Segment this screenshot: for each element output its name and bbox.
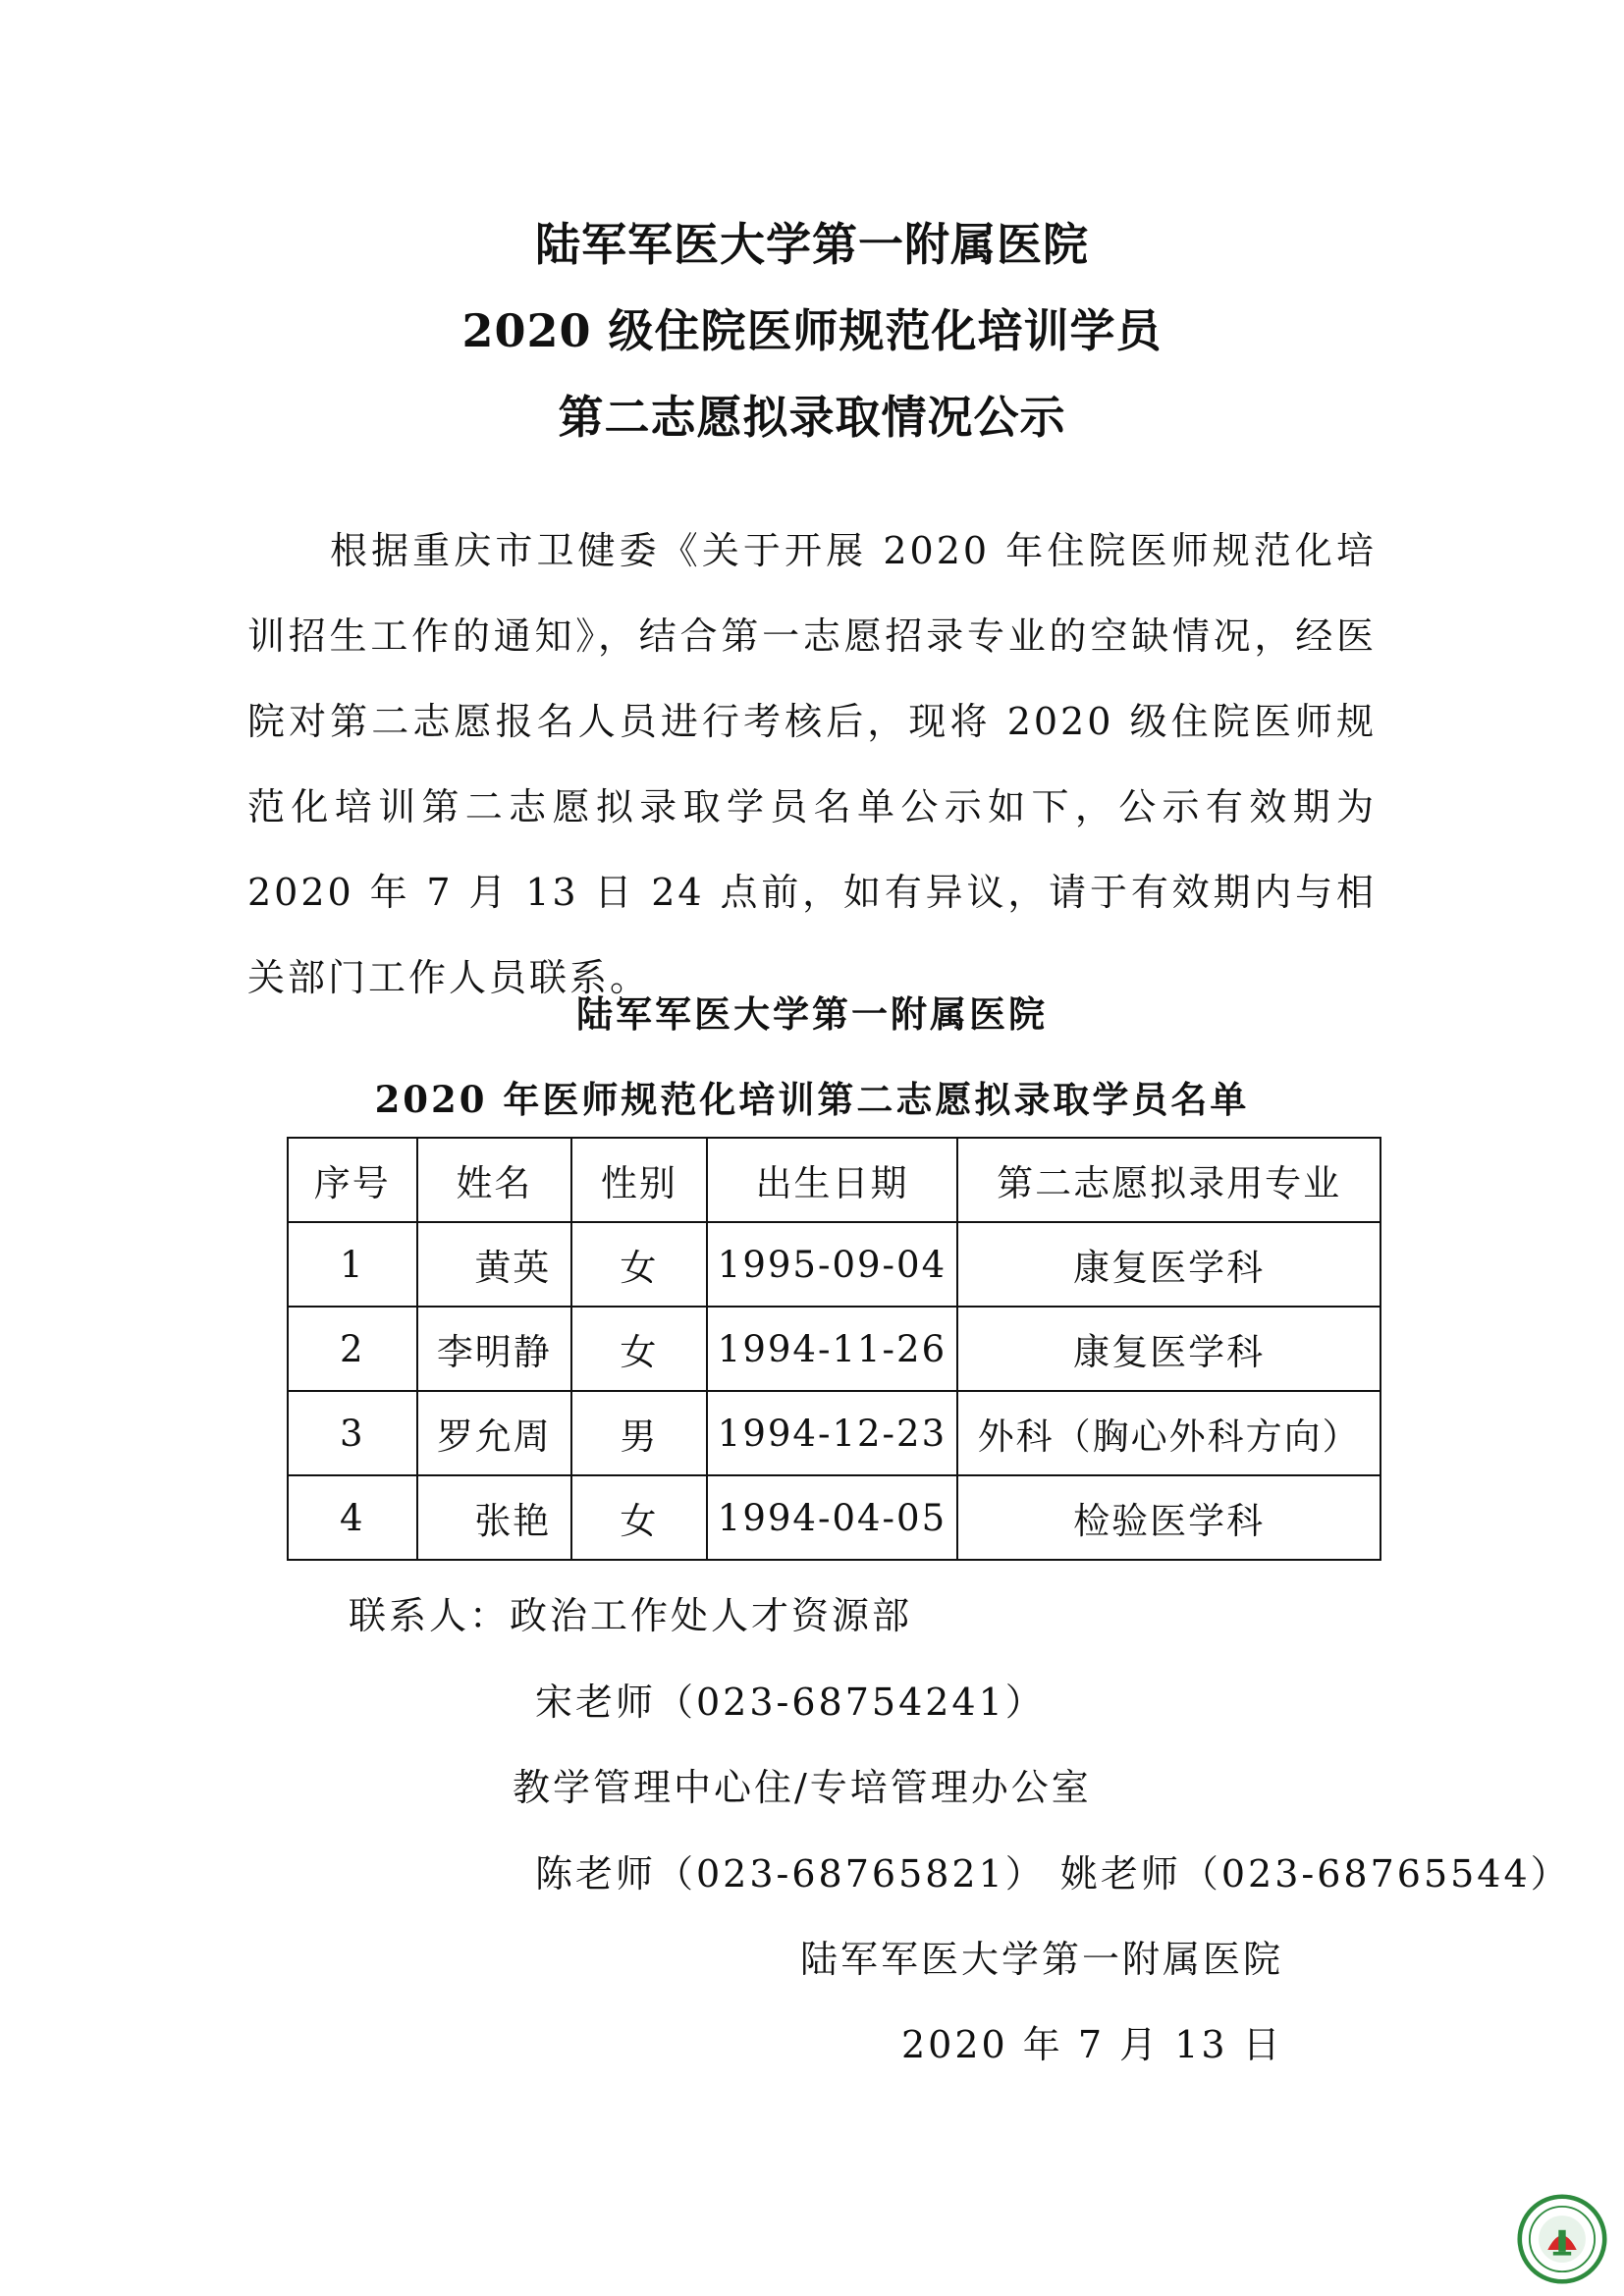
cell-major: 检验医学科 [957,1475,1380,1560]
cell-no: 2 [288,1307,417,1391]
header-major: 第二志愿拟录用专业 [957,1138,1380,1222]
contact-line-4: 陈老师（023-68765821） 姚老师（023-68765544） [535,1852,1571,1896]
cell-birth: 1994-11-26 [707,1307,958,1391]
cell-name: 李明静 [417,1307,572,1391]
cell-major: 康复医学科 [957,1222,1380,1307]
title-line-2: 2020 级住院医师规范化培训学员 [461,304,1163,357]
list-caption-org: 陆军军医大学第一附属医院 [576,992,1048,1036]
cell-birth: 1995-09-04 [707,1222,958,1307]
signature-org: 陆军军医大学第一附属医院 [800,1938,1284,1981]
header-birth: 出生日期 [707,1138,958,1222]
header-name: 姓名 [417,1138,572,1222]
signature-date: 2020 年 7 月 13 日 [901,2023,1283,2066]
cell-birth: 1994-12-23 [707,1391,958,1475]
cell-birth: 1994-04-05 [707,1475,958,1560]
cell-no: 1 [288,1222,417,1307]
cell-no: 3 [288,1391,417,1475]
cell-major: 外科（胸心外科方向） [957,1391,1380,1475]
admission-table [287,1137,1381,1561]
cell-gender: 女 [571,1307,706,1391]
header-no: 序号 [288,1138,417,1222]
table-header-row [288,1138,1380,1222]
title-line-3: 第二志愿拟录取情况公示 [558,391,1066,444]
contact-line-1: 联系人：政治工作处人才资源部 [349,1594,913,1637]
cell-gender: 女 [571,1222,706,1307]
header-gender: 性别 [571,1138,706,1222]
cell-name: 黄英 [417,1222,572,1307]
title-line-1: 陆军军医大学第一附属医院 [535,218,1089,271]
cell-gender: 男 [571,1391,706,1475]
cell-no: 4 [288,1475,417,1560]
hospital-seal-icon [1517,2194,1607,2284]
table-row [288,1222,1380,1307]
document-title [0,201,1624,460]
table-row [288,1391,1380,1475]
notice-paragraph: 根据重庆市卫健委《关于开展 2020 年住院医师规范化培训招生工作的通知》，结合第一志愿招录专业的空缺情况，经医院对第二志愿报名人员进行考核后，现将 2020 级住院医师规范化培训第二志愿拟录取学员名单公示如下，公示有效期为 2020 年 7 月 13 日 24 点前，如有异议，请于有效期内与相关部门工作人员联系。 [247,529,1377,999]
contact-line-2: 宋老师（023-68754241） [535,1681,1046,1724]
cell-name: 张艳 [417,1475,572,1560]
cell-name: 罗允周 [417,1391,572,1475]
list-caption-title: 2020 年医师规范化培训第二志愿拟录取学员名单 [374,1078,1250,1121]
cell-major: 康复医学科 [957,1307,1380,1391]
contact-line-3: 教学管理中心住/专培管理办公室 [513,1766,1092,1809]
table-row [288,1307,1380,1391]
cell-gender: 女 [571,1475,706,1560]
table-row [288,1475,1380,1560]
